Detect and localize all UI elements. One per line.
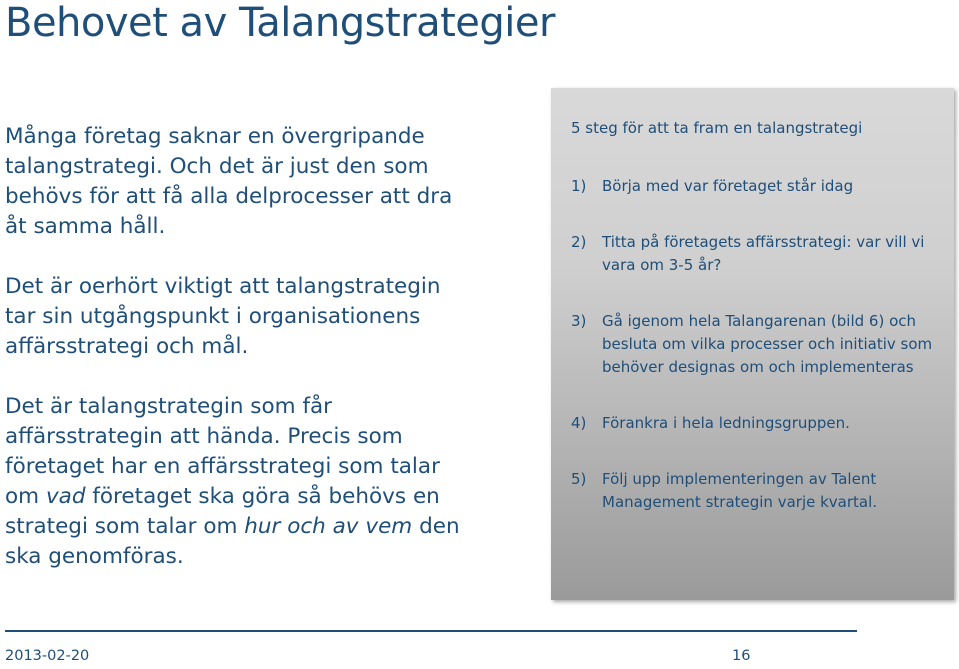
step-text: Följ upp implementeringen av Talent Management strategin varje kvartal. xyxy=(602,470,878,511)
slide-title: Behovet av Talangstrategier xyxy=(5,0,555,46)
paragraph-purpose-part2: företaget ska göra så behövs en strategi som talar om xyxy=(5,484,440,539)
body-text xyxy=(5,122,465,602)
paragraph-importance: Det är oerhört viktigt att talangstrategin tar sin utgångspunkt i organisationens affärsstrategi och mål. xyxy=(5,274,441,359)
paragraph-purpose-part1: Det är talangstrategin som får affärsstrategin att hända. Precis som företaget har en affärsstrategi som talar om xyxy=(5,394,440,509)
step-text: Titta på företagets affärsstrategi: var vill vi vara om 3-5 år? xyxy=(602,233,925,274)
footer-date: 2013-02-20 xyxy=(5,648,90,664)
step-item xyxy=(571,468,938,514)
step-item xyxy=(571,231,938,277)
paragraph-intro: Många företag saknar en övergripande talangstrategi. Och det är just den som behövs för att få alla delprocesser att dra åt samma håll. xyxy=(5,124,453,239)
step-text: Gå igenom hela Talangarenan (bild 6) och besluta om vilka processer och initiativ som behöver designas om och implementeras xyxy=(602,312,933,376)
step-item xyxy=(571,175,938,198)
emphasis-vad: vad xyxy=(45,484,86,509)
step-item xyxy=(571,412,938,435)
footer-divider xyxy=(5,630,857,632)
step-item xyxy=(571,310,938,379)
page-number: 16 xyxy=(732,648,751,664)
step-text: Börja med var företaget står idag xyxy=(602,177,854,195)
step-number: 3) xyxy=(571,312,587,330)
step-text: Förankra i hela ledningsgruppen. xyxy=(602,414,850,432)
step-number: 5) xyxy=(571,470,587,488)
step-number: 2) xyxy=(571,233,587,251)
emphasis-hur-och-av-vem: hur och av vem xyxy=(244,514,413,539)
step-number: 1) xyxy=(571,177,587,195)
paragraph-purpose-part3: den ska genomföras. xyxy=(5,514,460,569)
steps-heading: 5 steg för att ta fram en talangstrategi xyxy=(571,119,863,137)
steps-panel xyxy=(551,88,954,600)
step-number: 4) xyxy=(571,414,587,432)
paragraph-purpose xyxy=(5,392,465,572)
